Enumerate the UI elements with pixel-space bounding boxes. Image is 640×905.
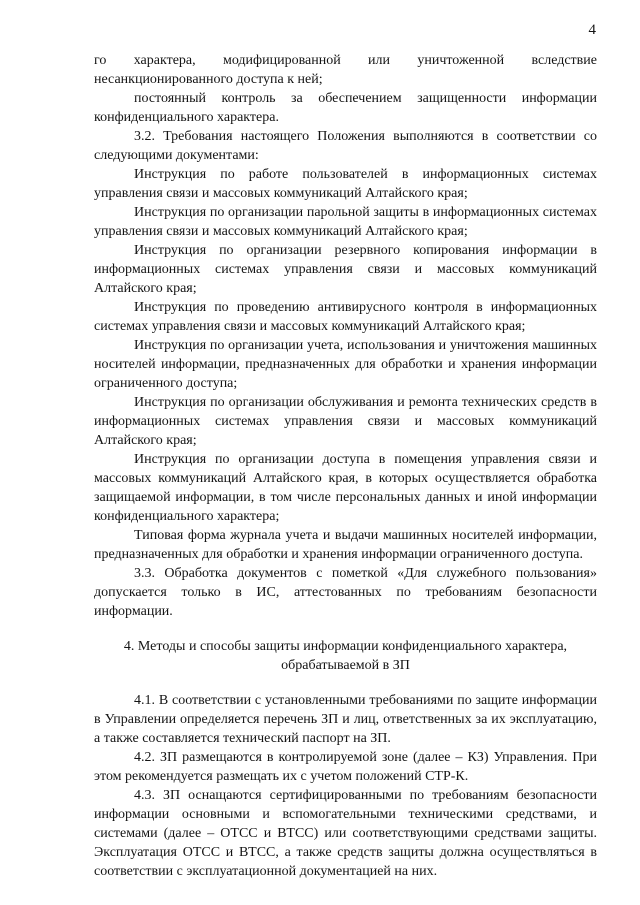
page-number: 4: [588, 22, 596, 38]
list-item-instruction-maintenance: Инструкция по организации обслуживания и ремонта технических средств в информационных системах управления связи и массовых коммуникаций Алтайского края;: [94, 395, 597, 448]
section-4-heading-line2: обрабатываемой в ЗП: [281, 658, 410, 673]
document-body: [94, 51, 597, 881]
list-item-instruction-antivirus: Инструкция по проведению антивирусного контроля в информационных системах управления связи и массовых коммуникаций Алтайского края;: [94, 300, 597, 334]
paragraph-4-3: 4.3. ЗП оснащаются сертифицированными по требованиям безопасности информации основными и вспомогательными техническими средствами, и системами (далее – ОТСС и ВТСС) или соответствующими средствами защиты. Эксплуатация ОТСС и ВТСС, а также средств защиты должна осуществляться в соответствии с эксплуатационной документацией на них.: [94, 788, 597, 879]
paragraph-continuation: го характера, модифицированной или уничтоженной вследствие несанкционированного доступа к ней;: [94, 53, 597, 87]
list-item-instruction-users: Инструкция по работе пользователей в информационных системах управления связи и массовых коммуникаций Алтайского края;: [94, 167, 597, 201]
paragraph-3-2: 3.2. Требования настоящего Положения выполняются в соответствии со следующими документами:: [94, 129, 597, 163]
paragraph-4-2: 4.2. ЗП размещаются в контролируемой зоне (далее – КЗ) Управления. При этом рекомендуется размещать их с учетом положений СТР-К.: [94, 750, 597, 784]
list-item-instruction-media: Инструкция по организации учета, использования и уничтожения машинных носителей информации, предназначенных для обработки и хранения информации ограниченного доступа;: [94, 338, 597, 391]
list-item-instruction-backup: Инструкция по организации резервного копирования информации в информационных системах управления связи и массовых коммуникаций Алтайского края;: [94, 243, 597, 296]
list-item-instruction-passwords: Инструкция по организации парольной защиты в информационных системах управления связи и массовых коммуникаций Алтайского края;: [94, 205, 597, 239]
paragraph-control: постоянный контроль за обеспечением защищенности информации конфиденциального характера.: [94, 91, 597, 125]
list-item-journal-form: Типовая форма журнала учета и выдачи машинных носителей информации, предназначенных для обработки и хранения информации ограниченного доступа.: [94, 528, 597, 562]
section-4-heading-line1: 4. Методы и способы защиты информации конфиденциального характера,: [123, 639, 568, 654]
section-4-heading: [94, 637, 597, 675]
paragraph-3-3: 3.3. Обработка документов с пометкой «Для служебного пользования» допускается только в ИС, аттестованных по требованиям безопасности информации.: [94, 566, 597, 619]
paragraph-4-1: 4.1. В соответствии с установленными требованиями по защите информации в Управлении определяется перечень ЗП и лиц, ответственных за их эксплуатацию, а также составляется технический паспорт на ЗП.: [94, 693, 597, 746]
list-item-instruction-access: Инструкция по организации доступа в помещения управления связи и массовых коммуникаций Алтайского края, в которых осуществляется обработка защищаемой информации, в том числе персональных данных и иной информации конфиденциального характера;: [94, 452, 597, 524]
